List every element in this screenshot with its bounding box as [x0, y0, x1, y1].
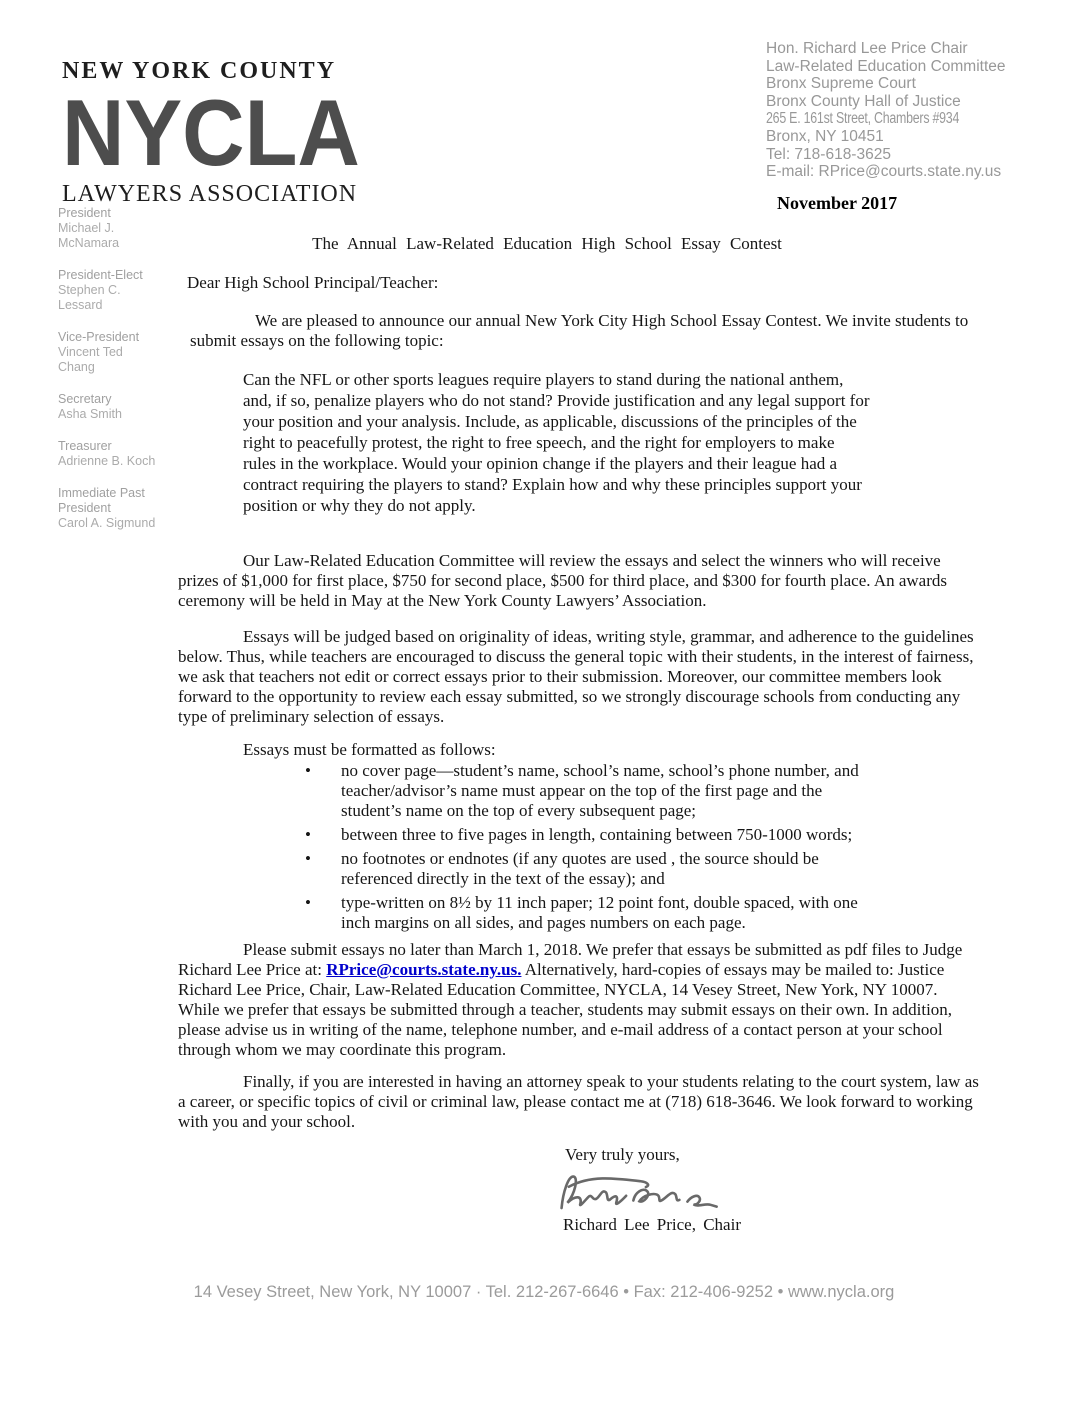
- officer-name: Adrienne B. Koch: [58, 454, 156, 468]
- bullet-item: • type-written on 8½ by 11 inch paper; 12 point font, double spaced, with one inch margins on all sides, and pages numbers on each page.: [305, 893, 885, 933]
- complimentary-close: Very truly yours,: [565, 1145, 680, 1164]
- closing-paragraph: Finally, if you are interested in having an attorney speak to your students relating to the court system, law as a career, or specific topics of civil or criminal law, please contact me at (718) 618-3646. We look forward to working with you and your school.: [178, 1072, 979, 1131]
- essay-topic-paragraph: Can the NFL or other sports leagues require players to stand during the national anthem, and, if so, penalize players who do not stand? Provide justification and any legal support for your position and your analysis. Include, as applicable, discussions of the principles of the right to peacefully protest, the right to free speech, and the right for employers to make rules in the workplace. Would your opinion change if the players and their league had a contract requiring the players to stand? Explain how and why these principles support your position or why they do not apply.: [243, 370, 870, 515]
- contact-line: 265 E. 161st Street, Chambers #934: [766, 110, 960, 128]
- officer-title: President-Elect: [58, 268, 143, 282]
- officer-title: Treasurer: [58, 439, 112, 453]
- salutation: Dear High School Principal/Teacher:: [187, 273, 439, 292]
- officer-name: Michael J. McNamara: [58, 221, 120, 250]
- bullet-item: • between three to five pages in length, containing between 750-1000 words;: [305, 825, 885, 845]
- officer-name: Carol A. Sigmund: [58, 516, 156, 530]
- logo-acronym: NYCLA: [62, 80, 360, 185]
- footer-address: 14 Vesey Street, New York, NY 10007 · Tel. 212-267-6646 • Fax: 212-406-9252 • www.nycla.org: [193, 1283, 895, 1301]
- officer-name: Vincent Ted Chang: [58, 345, 123, 374]
- submission-text-before: Please submit essays no later than March 1, 2018. We prefer that essays be submitted as pdf files to Judge Richard Lee Price at:: [178, 940, 963, 979]
- contact-line: E-mail: RPrice@courts.state.ny.us: [766, 163, 1002, 181]
- signature-image: [553, 1165, 982, 1215]
- officer-entry: [58, 486, 162, 531]
- intro-paragraph: We are pleased to announce our annual New York City High School Essay Contest. We invite students to submit essays on the following topic:: [190, 311, 969, 350]
- logo-bottom-text: LAWYERS ASSOCIATION: [62, 181, 358, 208]
- letter-title: The Annual Law-Related Education High School Essay Contest: [312, 234, 782, 253]
- contact-line: Tel: 718-618-3625: [766, 145, 891, 163]
- contact-line: Bronx County Hall of Justice: [766, 92, 961, 110]
- format-bullet-list: [305, 761, 885, 933]
- officer-entry: [58, 206, 162, 251]
- officer-entry: [58, 392, 162, 422]
- prizes-paragraph: Our Law-Related Education Committee will review the essays and select the winners who will receive prizes of $1,000 for first place, $750 for second place, $500 for third place, and $300 for fourth place. An awards ceremony will be held in May at the New York County Lawyers’ Association.: [178, 551, 948, 610]
- contact-line: Law-Related Education Committee: [766, 57, 1006, 75]
- submission-text-after: Alternatively, hard-copies of essays may be mailed to: Justice Richard Lee Price, Chair, Law-Related Education Committee, NYCLA, 14 Vesey Street, New York, NY 10007. While we prefer that essays be submitted through a teacher, students may submit essays on their own. In addition, please advise us in writing of the name, telephone number, and e-mail address of a contact person at your school through whom we may coordinate this program.: [178, 960, 953, 1059]
- email-link[interactable]: RPrice@courts.state.ny.us.: [326, 960, 522, 979]
- logo-top-text: NEW YORK COUNTY: [62, 58, 337, 84]
- contact-line: Bronx Supreme Court: [766, 75, 916, 93]
- format-intro: Essays must be formatted as follows:: [243, 740, 496, 759]
- contact-line: Bronx, NY 10451: [766, 127, 884, 145]
- officer-entry: [58, 268, 162, 313]
- bullet-item: • no cover page—student’s name, school’s name, school’s phone number, and teacher/advisor’s name must appear on the top of the first page and the student’s name on the top of every subsequent page;: [305, 761, 885, 821]
- letter-body: [178, 234, 982, 1235]
- officer-title: President: [58, 206, 111, 220]
- officer-entry: [58, 330, 162, 375]
- officer-name: Stephen C. Lessard: [58, 283, 121, 312]
- officer-title: Immediate Past President: [58, 486, 145, 515]
- judging-paragraph: Essays will be judged based on originality of ideas, writing style, grammar, and adherence to the guidelines below. Thus, while teachers are encouraged to discuss the general topic with their students, in the interest of fairness, we ask that teachers not edit or correct essays prior to their submission. Moreover, our committee members look forward to the opportunity to review each essay submitted, so we strongly discourage schools from conducting any type of preliminary selection of essays.: [178, 627, 974, 726]
- officer-title: Secretary: [58, 392, 112, 406]
- bullet-item: • no footnotes or endnotes (if any quotes are used , the source should be referenced directly in the text of the essay); and: [305, 849, 885, 889]
- signer-name: Richard Lee Price, Chair: [563, 1215, 741, 1234]
- contact-line: Hon. Richard Lee Price Chair: [766, 40, 968, 57]
- officers-sidebar: [58, 206, 162, 548]
- officer-name: Asha Smith: [58, 407, 122, 421]
- letter-date: November 2017: [777, 193, 898, 213]
- submission-paragraph: [178, 940, 982, 1060]
- chair-contact-block: [766, 40, 1066, 181]
- officer-entry: [58, 439, 162, 469]
- nycla-logo: [62, 58, 386, 208]
- officer-title: Vice-President: [58, 330, 140, 344]
